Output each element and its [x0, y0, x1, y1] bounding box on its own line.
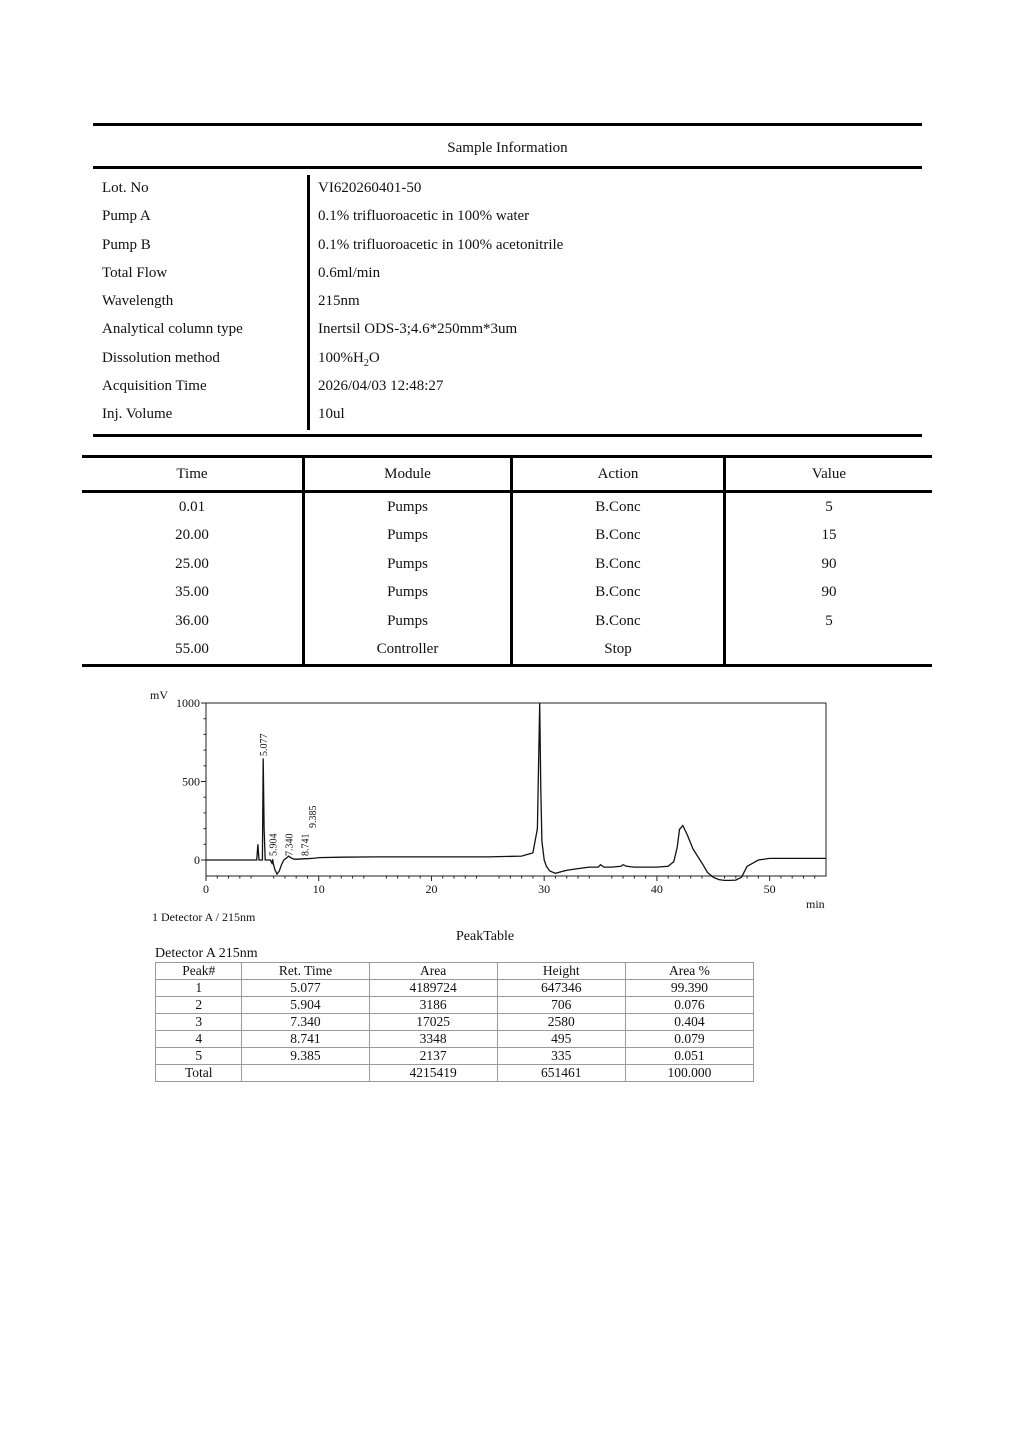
cell-time: 25.00: [82, 550, 304, 579]
cell-height: 495: [497, 1031, 625, 1048]
cell-peak-number: 5: [156, 1048, 242, 1065]
chromatogram-trace: [206, 703, 826, 880]
cell-time: 36.00: [82, 607, 304, 636]
label-column: [93, 175, 310, 430]
value-wavelength: 215nm: [318, 293, 360, 310]
table-row: [156, 1048, 754, 1065]
chromatogram-chart: [140, 684, 840, 924]
cell-area-percent: 0.076: [625, 997, 753, 1014]
cell-value: 90: [821, 555, 837, 572]
label-pump-b: Pump B: [102, 236, 151, 253]
cell-time: 35.00: [82, 579, 304, 608]
cell-height: 335: [497, 1048, 625, 1065]
peak-label: 5.904: [268, 833, 280, 856]
cell-height: 706: [497, 997, 625, 1014]
cell-height: 647346: [497, 980, 625, 997]
label-acquisition-time: Acquisition Time: [102, 378, 207, 395]
cell-time: 55.00: [82, 636, 304, 666]
sample-information-table: [93, 123, 922, 437]
cell-area-percent: 99.390: [625, 980, 753, 997]
peak-table: [155, 962, 754, 1082]
table-row: [156, 1031, 754, 1048]
cell-action: B.Conc: [512, 607, 725, 636]
cell-module: Pumps: [304, 550, 512, 579]
detector-label: Detector A 215nm: [155, 946, 258, 961]
x-tick-label: 30: [538, 882, 551, 896]
header-action: Action: [512, 457, 725, 492]
table-row: [156, 980, 754, 997]
y-axis-label: mV: [150, 688, 168, 702]
label-dissolution-method: Dissolution method: [102, 349, 220, 366]
header-peak-number: Peak#: [156, 963, 242, 980]
table-row: [82, 636, 932, 666]
plot-frame: [206, 703, 826, 876]
label-total-flow: Total Flow: [102, 264, 168, 281]
cell-ret-time: 9.385: [242, 1048, 369, 1065]
cell-value: 5: [825, 612, 833, 629]
table-row: [82, 579, 932, 608]
cell-module: Controller: [304, 636, 512, 666]
cell-value: 90: [821, 584, 837, 601]
sample-information-caption: Sample Information: [447, 140, 568, 156]
cell-total-area: 4215419: [369, 1065, 497, 1082]
cell-ret-time: 5.077: [242, 980, 369, 997]
header-module: Module: [304, 457, 512, 492]
peak-label: 5.077: [259, 733, 271, 756]
label-wavelength: Wavelength: [102, 293, 174, 310]
table-row: [82, 607, 932, 636]
cell-action: B.Conc: [512, 522, 725, 551]
cell-total-ret-time: [242, 1065, 369, 1082]
value-lot-no: VI620260401-50: [318, 180, 422, 196]
cell-ret-time: 8.741: [242, 1031, 369, 1048]
table-row: [82, 522, 932, 551]
cell-area: 4189724: [369, 980, 497, 997]
cell-area: 2137: [369, 1048, 497, 1065]
header-time: Time: [82, 457, 304, 492]
peak-table-title: PeakTable: [456, 929, 515, 944]
x-tick-label: 50: [763, 882, 776, 896]
y-tick-label: 1000: [176, 696, 200, 710]
label-inj-volume: Inj. Volume: [102, 406, 173, 423]
label-pump-a: Pump A: [102, 208, 151, 225]
cell-action: B.Conc: [512, 579, 725, 608]
header-area-percent: Area %: [625, 963, 753, 980]
cell-area-percent: 0.404: [625, 1014, 753, 1031]
cell-peak-number: 1: [156, 980, 242, 997]
table-row: [156, 1014, 754, 1031]
gradient-program-table: [82, 455, 932, 667]
cell-area: 3348: [369, 1031, 497, 1048]
legend-detector: 1 Detector A / 215nm: [152, 910, 256, 924]
peak-table-header-row: [156, 963, 754, 980]
cell-time: 20.00: [82, 522, 304, 551]
cell-action: Stop: [512, 636, 725, 666]
value-dissolution-method: $100\%H_2O$: [318, 349, 380, 369]
value-column-type: Inertsil ODS-3;4.6*250mm*3um: [318, 321, 518, 338]
table-row: [156, 997, 754, 1014]
header-ret-time: Ret. Time: [242, 963, 369, 980]
program-header-row: [82, 457, 932, 492]
label-column-type: Analytical column type: [102, 321, 243, 338]
x-tick-label: 0: [203, 882, 209, 896]
cell-value: 15: [821, 527, 837, 544]
value-pump-b: 0.1% trifluoroacetic in 100% acetonitrile: [318, 236, 564, 253]
total-row: [156, 1065, 754, 1082]
cell-ret-time: 5.904: [242, 997, 369, 1014]
bottom-rule: [93, 434, 922, 437]
cell-value: [725, 636, 933, 666]
value-acquisition-time: 2026/04/03 12:48:27: [318, 378, 444, 395]
x-tick-label: 20: [425, 882, 438, 896]
cell-module: Pumps: [304, 607, 512, 636]
peak-label: 9.385: [307, 805, 319, 828]
cell-time: 0.01: [82, 492, 304, 522]
cell-module: Pumps: [304, 492, 512, 522]
label-lot-no: Lot. No: [102, 180, 149, 196]
cell-peak-number: 3: [156, 1014, 242, 1031]
header-value: Value: [725, 457, 933, 492]
value-column: [310, 175, 922, 430]
cell-peak-number: 4: [156, 1031, 242, 1048]
y-tick-label: 500: [182, 774, 200, 789]
y-tick-label: 0: [194, 853, 200, 867]
cell-area-percent: 0.079: [625, 1031, 753, 1048]
header-area: Area: [369, 963, 497, 980]
cell-height: 2580: [497, 1014, 625, 1031]
cell-value: 5: [825, 498, 833, 515]
x-tick-label: 40: [650, 882, 663, 896]
cell-action: B.Conc: [512, 550, 725, 579]
cell-area: 17025: [369, 1014, 497, 1031]
cell-total-height: 651461: [497, 1065, 625, 1082]
value-inj-volume: 10ul: [318, 406, 345, 423]
peak-label: 8.741: [300, 833, 312, 856]
cell-area-percent: 0.051: [625, 1048, 753, 1065]
value-pump-a: 0.1% trifluoroacetic in 100% water: [318, 208, 530, 225]
peak-label: 7.340: [284, 833, 296, 856]
header-height: Height: [497, 963, 625, 980]
x-tick-label: 10: [312, 882, 325, 896]
x-axis-label: min: [806, 897, 825, 911]
cell-area: 3186: [369, 997, 497, 1014]
table-row: [82, 550, 932, 579]
cell-peak-number: 2: [156, 997, 242, 1014]
cell-total-area-percent: 100.000: [625, 1065, 753, 1082]
cell-action: B.Conc: [512, 492, 725, 522]
cell-total-label: Total: [156, 1065, 242, 1082]
table-row: [82, 492, 932, 522]
cell-ret-time: 7.340: [242, 1014, 369, 1031]
cell-module: Pumps: [304, 522, 512, 551]
value-total-flow: 0.6ml/min: [318, 264, 381, 281]
cell-module: Pumps: [304, 579, 512, 608]
